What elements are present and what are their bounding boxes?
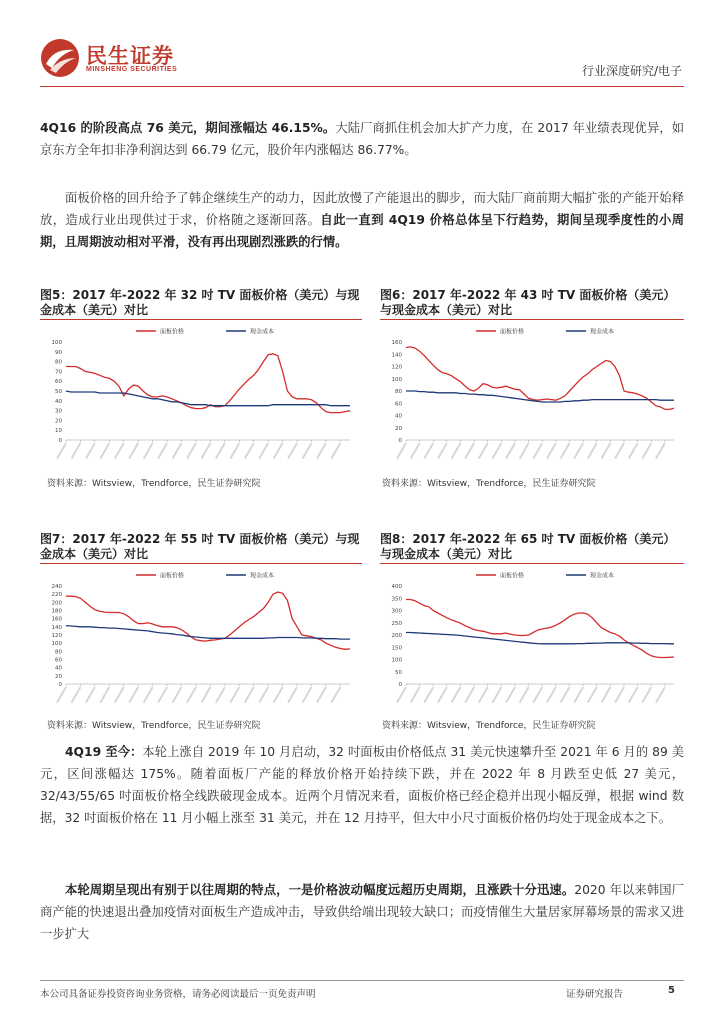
x-tick-label-blur [451, 687, 462, 704]
x-tick-label-blur [316, 687, 327, 704]
paragraph-4 [40, 879, 684, 945]
figure-7-title: 图7：2017 年-2022 年 55 吋 TV 面板价格（美元）与现金成本（美元）对比 [40, 532, 360, 561]
x-tick-label-blur [573, 443, 584, 460]
y-tick-label: 120 [51, 633, 62, 639]
x-tick-label-blur [437, 443, 448, 460]
x-tick-label-blur [157, 443, 168, 460]
figure-8-source: 资料来源：Witsview，Trendforce，民生证券研究院 [382, 721, 596, 731]
x-tick-label-blur [464, 443, 475, 460]
x-tick-label-blur [99, 443, 110, 460]
x-tick-label-blur [85, 443, 96, 460]
figure-5-title: 图5：2017 年-2022 年 32 吋 TV 面板价格（美元）与现金成本（美元）对比 [40, 288, 360, 317]
y-tick-label: 40 [55, 398, 62, 405]
y-tick-label: 400 [391, 584, 402, 590]
y-tick-label: 50 [395, 669, 402, 676]
y-tick-label: 150 [391, 645, 402, 652]
y-tick-label: 140 [391, 352, 402, 359]
y-tick-label: 70 [55, 369, 62, 376]
x-tick-label-blur [601, 687, 612, 704]
paragraph-4-text: 2020 年以来韩国厂商产能的快速退出叠加疫情对面板生产造成冲击，导致供给端出现较大缺口；而疫情催生大量居家屏幕场景的需求又进一步扩大 [40, 883, 684, 941]
y-tick-label: 200 [391, 633, 402, 639]
figure-6-chart [380, 322, 684, 470]
x-tick-label-blur [302, 443, 313, 460]
y-tick-label: 20 [55, 418, 62, 425]
y-tick-label: 20 [395, 425, 402, 432]
y-tick-label: 300 [391, 608, 402, 615]
legend-label-cost: 现金成本 [590, 328, 615, 336]
x-tick-label-blur [478, 443, 489, 460]
y-tick-label: 160 [51, 616, 62, 623]
y-tick-label: 220 [51, 592, 62, 599]
y-tick-label: 10 [55, 428, 62, 435]
x-tick-label-blur [201, 443, 212, 460]
figure-8-title-block [380, 532, 684, 564]
x-tick-label-blur [560, 443, 571, 460]
paragraph-3-text: 本轮上涨自 2019 年 10 月启动，32 吋面板由价格低点 31 美元快速攀升至 2021 年 6 月的 89 美元，区间涨幅达 175%。随着面板厂产能的释放价格开始持续下跌，并在 2022 年 8 月跌至史低 27 美元，32/43/55/65 吋面板价格全线跌破现金成本。近两个月情况来看，面板价格已经企稳并出现小幅反弹，根据 wind 数据，32 吋面板价格在 11 月小幅上涨至 31 美元，并在 12 月持平，但大中小尺寸面板价格仍均处于现金成本之下。 [40, 745, 685, 825]
paragraph-3-bold: 4Q19 至今： [65, 745, 143, 759]
y-tick-label: 20 [55, 673, 62, 680]
x-tick-label-blur [287, 687, 298, 704]
page-number: 5 [668, 985, 675, 996]
figure-6-source: 资料来源：Witsview，Trendforce，民生证券研究院 [382, 479, 596, 489]
x-tick-label-blur [201, 687, 212, 704]
x-tick-label-blur [331, 443, 342, 460]
x-tick-label-blur [641, 687, 652, 704]
x-tick-label-blur [287, 443, 298, 460]
y-tick-label: 350 [391, 596, 402, 603]
x-tick-label-blur [56, 687, 67, 704]
x-tick-label-blur [655, 443, 666, 460]
paragraph-2-text: 面板价格的回升给予了韩企继续生产的动力，因此放慢了产能退出的脚步，而大陆厂商前期大幅扩张的产能开始释放，造成行业出现供过于求，价格随之逐渐回落。 [40, 191, 684, 227]
x-tick-label-blur [451, 443, 462, 460]
legend-label-cost: 现金成本 [250, 328, 275, 336]
x-tick-label-blur [229, 687, 240, 704]
y-tick-label: 120 [391, 364, 402, 371]
x-tick-label-blur [143, 687, 154, 704]
y-tick-label: 100 [391, 657, 402, 664]
x-tick-label-blur [215, 443, 226, 460]
y-tick-label: 40 [55, 665, 62, 672]
legend-label-price: 面板价格 [500, 572, 525, 580]
legend-label-price: 面板价格 [500, 328, 525, 336]
report-category: 行业深度研究/电子 [581, 64, 682, 78]
paragraph-3 [40, 741, 684, 829]
y-tick-label: 60 [55, 379, 62, 386]
figure-5-title-block [40, 288, 362, 320]
series-line-cash-cost [66, 626, 350, 640]
x-tick-label-blur [492, 443, 503, 460]
y-tick-label: 180 [51, 608, 62, 615]
x-tick-label-blur [215, 687, 226, 704]
x-tick-label-blur [71, 443, 82, 460]
paragraph-4-bold: 本轮周期呈现出有别于以往周期的特点，一是价格波动幅度远超历史周期，且涨跌十分迅速。 [65, 883, 575, 897]
footer-divider [40, 980, 684, 981]
x-tick-label-blur [532, 443, 543, 460]
y-tick-label: 60 [395, 401, 402, 408]
x-tick-label-blur [478, 687, 489, 704]
y-tick-label: 100 [51, 641, 62, 648]
y-tick-label: 80 [55, 359, 62, 366]
x-tick-label-blur [423, 443, 434, 460]
series-line-panel-price [406, 600, 674, 658]
paragraph-1-bold: 4Q16 的阶段高点 76 美元，期间涨幅达 46.15%。 [40, 121, 336, 135]
legend-label-cost: 现金成本 [250, 572, 275, 580]
y-tick-label: 80 [395, 389, 402, 395]
figure-6-title: 图6：2017 年-2022 年 43 吋 TV 面板价格（美元）与现金成本（美元）对比 [380, 288, 676, 317]
y-tick-label: 240 [51, 584, 62, 590]
x-tick-label-blur [128, 687, 139, 704]
x-tick-label-blur [560, 687, 571, 704]
x-tick-label-blur [628, 687, 639, 704]
logo-chinese-name: 民生证券 [86, 44, 174, 68]
x-tick-label-blur [99, 687, 110, 704]
x-tick-label-blur [505, 443, 516, 460]
figure-7-chart [40, 566, 360, 714]
figure-8-chart [380, 566, 684, 714]
x-tick-label-blur [273, 443, 284, 460]
x-tick-label-blur [573, 687, 584, 704]
x-tick-label-blur [157, 687, 168, 704]
x-tick-label-blur [244, 687, 255, 704]
x-tick-label-blur [244, 443, 255, 460]
footer-label: 证券研究报告 [566, 989, 624, 1000]
x-tick-label-blur [614, 687, 625, 704]
footer-disclaimer: 本公司具备证券投资咨询业务资格，请务必阅读最后一页免责声明 [40, 989, 316, 1000]
x-tick-label-blur [143, 443, 154, 460]
series-line-cash-cost [406, 633, 674, 644]
paragraph-1-text: 大陆厂商抓住机会加大扩产力度，在 2017 年业绩表现优异，如京东方全年扣非净利润达到 66.79 亿元，股价年内涨幅达 86.77%。 [40, 121, 684, 157]
x-tick-label-blur [114, 687, 125, 704]
x-tick-label-blur [505, 687, 516, 704]
y-tick-label: 160 [391, 340, 402, 346]
y-tick-label: 0 [58, 438, 62, 444]
x-tick-label-blur [519, 443, 530, 460]
x-tick-label-blur [229, 443, 240, 460]
x-tick-label-blur [273, 687, 284, 704]
y-tick-label: 0 [398, 682, 402, 688]
x-tick-label-blur [587, 687, 598, 704]
figure-8-title: 图8：2017 年-2022 年 65 吋 TV 面板价格（美元）与现金成本（美元）对比 [380, 532, 676, 561]
x-tick-label-blur [128, 443, 139, 460]
x-tick-label-blur [532, 687, 543, 704]
figure-6-title-block [380, 288, 684, 320]
logo-english-name: MINSHENG SECURITIES [86, 66, 178, 73]
x-tick-label-blur [186, 687, 197, 704]
figure-5-source: 资料来源：Witsview，Trendforce，民生证券研究院 [47, 479, 261, 489]
header-divider [40, 86, 684, 87]
x-tick-label-blur [423, 687, 434, 704]
x-tick-label-blur [258, 687, 269, 704]
figure-7-source: 资料来源：Witsview，Trendforce，民生证券研究院 [47, 721, 261, 731]
x-tick-label-blur [56, 443, 67, 460]
x-tick-label-blur [655, 687, 666, 704]
x-tick-label-blur [258, 443, 269, 460]
x-tick-label-blur [410, 687, 421, 704]
paragraph-2-bold: 自此一直到 4Q19 价格总体呈下行趋势，期间呈现季度性的小周期，且周期波动相对平滑，没有再出现剧烈涨跌的行情。 [40, 213, 684, 249]
x-tick-label-blur [464, 687, 475, 704]
paragraph-1 [40, 117, 684, 161]
x-tick-label-blur [302, 687, 313, 704]
y-tick-label: 40 [395, 413, 402, 420]
figure-5-chart [40, 322, 360, 470]
x-tick-label-blur [71, 687, 82, 704]
x-tick-label-blur [614, 443, 625, 460]
x-tick-label-blur [519, 687, 530, 704]
x-tick-label-blur [546, 687, 557, 704]
y-tick-label: 200 [51, 600, 62, 607]
x-tick-label-blur [172, 443, 183, 460]
y-tick-label: 0 [58, 682, 62, 688]
x-tick-label-blur [396, 687, 407, 704]
y-tick-label: 100 [51, 340, 62, 346]
paragraph-2 [40, 187, 684, 253]
x-tick-label-blur [437, 687, 448, 704]
x-tick-label-blur [331, 687, 342, 704]
y-tick-label: 80 [55, 649, 62, 656]
legend-label-cost: 现金成本 [590, 572, 615, 580]
x-tick-label-blur [546, 443, 557, 460]
legend-label-price: 面板价格 [160, 572, 185, 580]
x-tick-label-blur [114, 443, 125, 460]
x-tick-label-blur [85, 687, 96, 704]
x-tick-label-blur [641, 443, 652, 460]
x-tick-label-blur [492, 687, 503, 704]
y-tick-label: 30 [55, 408, 62, 415]
y-tick-label: 0 [398, 438, 402, 444]
x-tick-label-blur [601, 443, 612, 460]
series-line-panel-price [66, 592, 350, 649]
y-tick-label: 60 [55, 657, 62, 664]
x-tick-label-blur [628, 443, 639, 460]
y-tick-label: 140 [51, 624, 62, 631]
x-tick-label-blur [587, 443, 598, 460]
x-tick-label-blur [316, 443, 327, 460]
y-tick-label: 50 [55, 389, 62, 395]
x-tick-label-blur [186, 443, 197, 460]
x-tick-label-blur [172, 687, 183, 704]
series-line-panel-price [66, 354, 350, 413]
y-tick-label: 250 [391, 620, 402, 627]
legend-label-price: 面板价格 [160, 328, 185, 336]
x-tick-label-blur [410, 443, 421, 460]
y-tick-label: 100 [391, 376, 402, 383]
minsheng-logo-icon [40, 38, 80, 78]
figure-7-title-block [40, 532, 362, 564]
x-tick-label-blur [396, 443, 407, 460]
y-tick-label: 90 [55, 349, 62, 356]
